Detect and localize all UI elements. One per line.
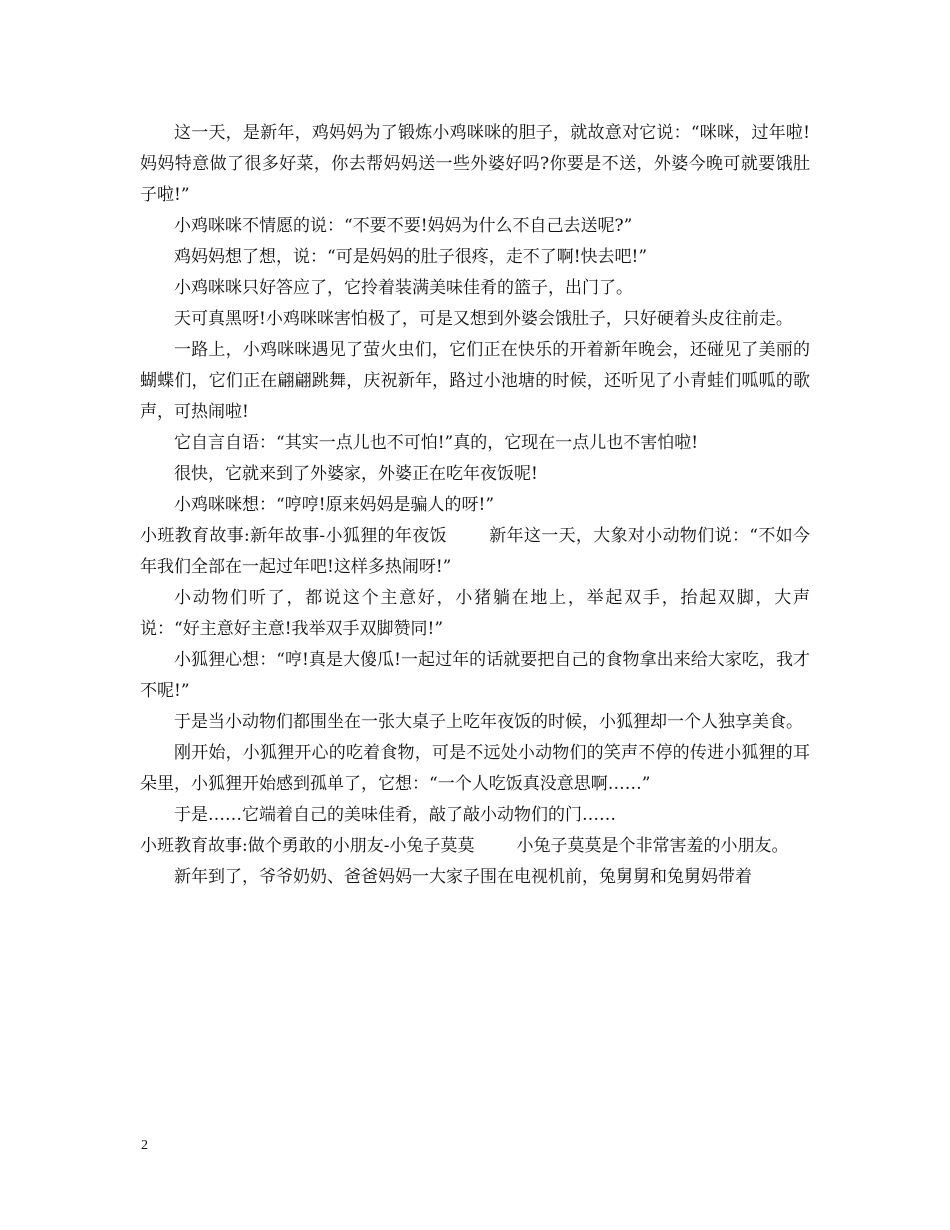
paragraph: 它自言自语：“其实一点儿也不可怕!”真的，它现在一点儿也不害怕啦!: [174, 433, 699, 453]
story-first-text: 小兔子莫莫是个非常害羞的小朋友。: [516, 836, 789, 856]
paragraph: 刚开始，小狐狸开心的吃着食物，可是不远处小动物们的笑声不停的传进小狐狸的耳朵里，小狐狸开始感到孤单了，它想：“一个人吃饭真没意思啊……”: [140, 743, 810, 794]
paragraph: 小鸡咪咪只好答应了，它拎着装满美味佳肴的篮子，出门了。: [174, 278, 633, 298]
story-heading-paragraph: [140, 521, 810, 583]
paragraph: 这一天，是新年，鸡妈妈为了锻炼小鸡咪咪的胆子，就故意对它说：“咪咪，过年啦!妈妈特意做了很多好菜，你去帮妈妈送一些外婆好吗?你要是不送，外婆今晚可就要饿肚子啦!”: [140, 123, 810, 205]
document-body: [140, 118, 810, 893]
paragraph: 很快，它就来到了外婆家，外婆正在吃年夜饭呢!: [174, 464, 538, 484]
paragraph: 小狐狸心想：“哼!真是大傻瓜!一起过年的话就要把自己的食物拿出来给大家吃，我才不呢!”: [140, 650, 810, 701]
paragraph: 小鸡咪咪不情愿的说：“不要不要!妈妈为什么不自己去送呢?”: [174, 216, 633, 236]
paragraph: 一路上，小鸡咪咪遇见了萤火虫们，它们正在快乐的开着新年晚会，还碰见了美丽的蝴蝶们，它们正在翩翩跳舞，庆祝新年，路过小池塘的时候，还听见了小青蛙们呱呱的歌声，可热闹啦!: [140, 340, 810, 422]
story-title: 小班教育故事:做个勇敢的小朋友-小兔子莫莫: [140, 836, 475, 856]
page-number: 2: [141, 1138, 148, 1153]
paragraph: 鸡妈妈想了想，说：“可是妈妈的肚子很疼，走不了啊!快去吧!”: [174, 247, 648, 267]
paragraph: 小鸡咪咪想：“哼哼!原来妈妈是骗人的呀!”: [174, 495, 495, 515]
story-heading-paragraph: [140, 831, 810, 862]
paragraph: 于是当小动物们都围坐在一张大桌子上吃年夜饭的时候，小狐狸却一个人独享美食。: [174, 712, 803, 732]
paragraph: 天可真黑呀!小鸡咪咪害怕极了，可是又想到外婆会饿肚子，只好硬着头皮往前走。: [174, 309, 793, 329]
paragraph: 小动物们听了，都说这个主意好，小猪躺在地上，举起双手，抬起双脚，大声说：“好主意好主意!我举双手双脚赞同!”: [140, 588, 810, 639]
story-title: 小班教育故事:新年故事-小狐狸的年夜饭: [140, 526, 447, 546]
paragraph: 于是……它端着自己的美味佳肴，敲了敲小动物们的门……: [174, 805, 616, 825]
story-first-text: 新年这一天，大象对小动物们说：“不如今年我们全部在一起过年吧!这样多热闹呀!”: [140, 526, 810, 577]
paragraph: 新年到了，爷爷奶奶、爸爸妈妈一大家子围在电视机前，兔舅舅和兔舅妈带着: [174, 867, 752, 887]
